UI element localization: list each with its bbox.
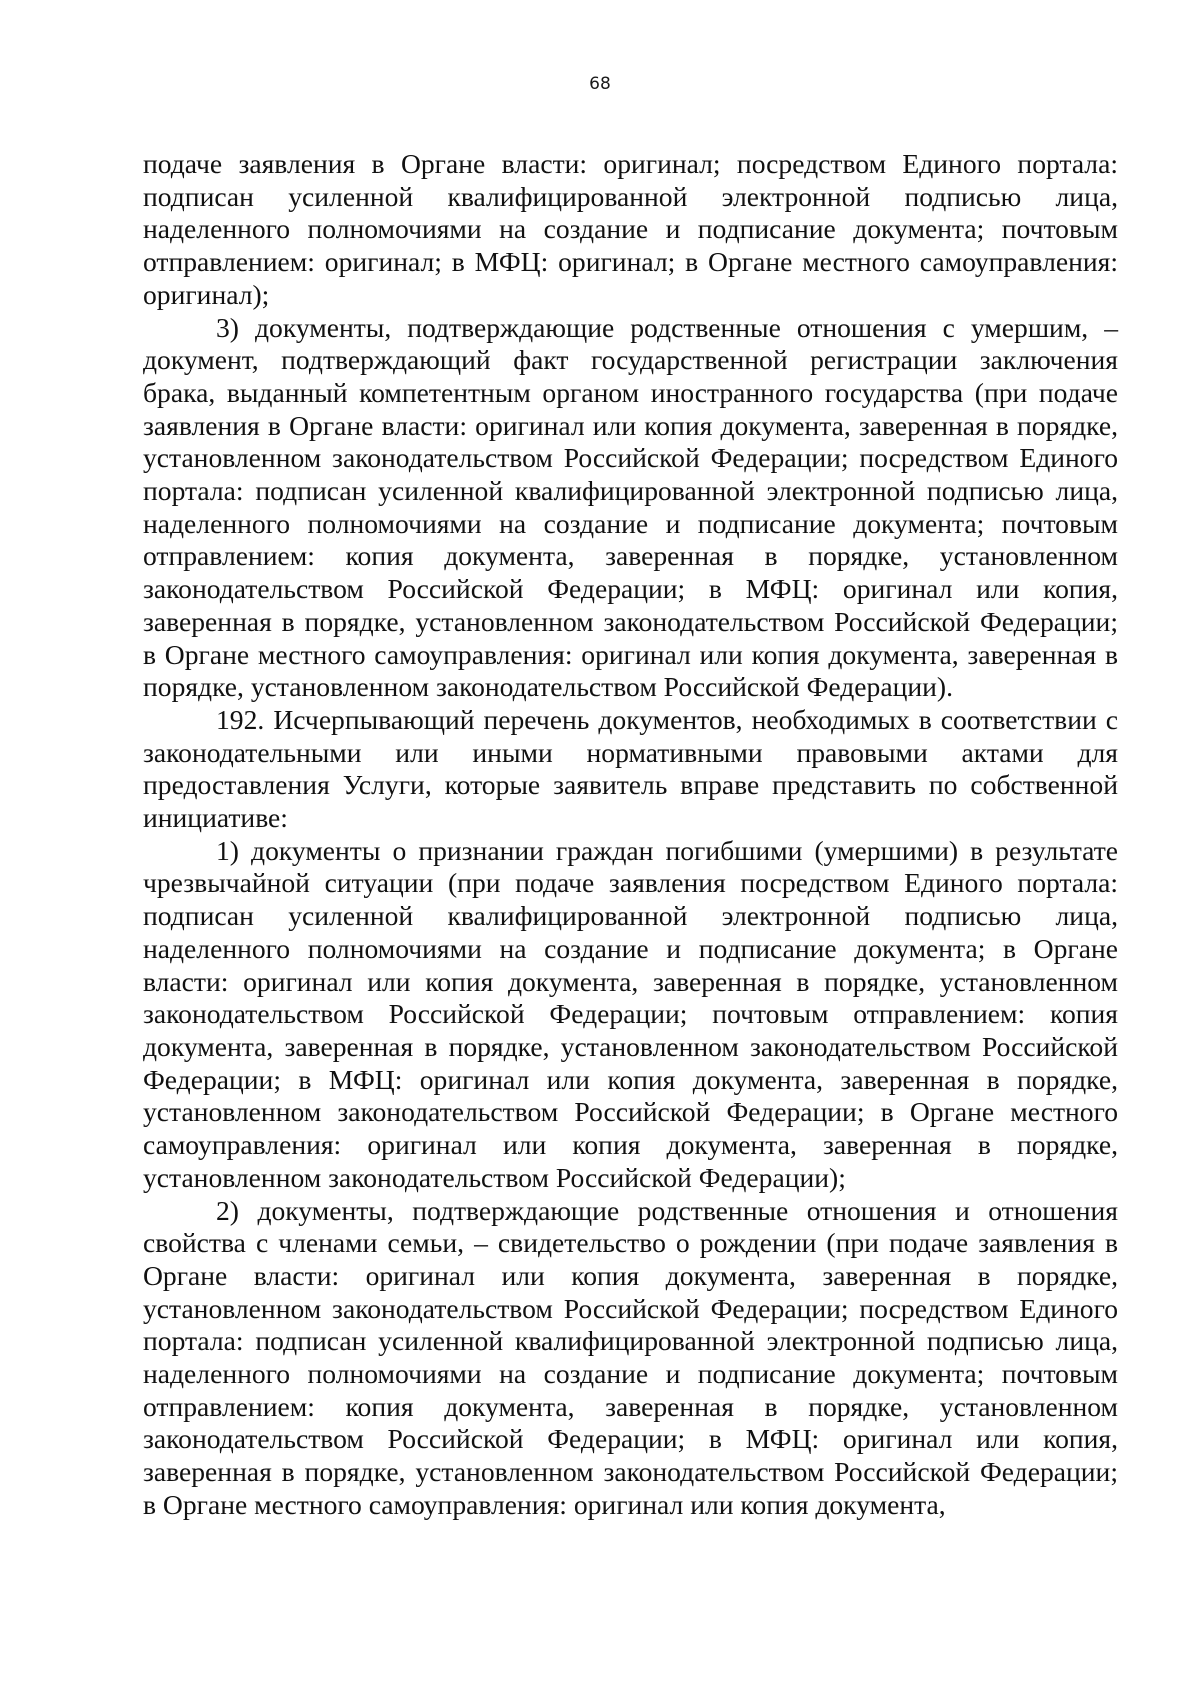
document-body <box>143 148 1118 1522</box>
page-number: 68 <box>589 74 611 94</box>
paragraph-section-192: 192. Исчерпывающий перечень документов, необходимых в соответствии с законодательными или иными нормативными правовыми актами для предоставления Услуги, которые заявитель вправе представить по собственной инициативе: <box>143 703 1118 834</box>
paragraph-continuation: подаче заявления в Органе власти: оригинал; посредством Единого портала: подписан усиленной квалифицированной электронной подписью лица, наделенного полномочиями на создание и подписание документа; почтовым отправлением: оригинал; в МФЦ: оригинал; в Органе местного самоуправления: оригинал); <box>143 148 1118 310</box>
paragraph-item-3: 3) документы, подтверждающие родственные отношения с умершим, – документ, подтверждающий факт государственной регистрации заключения брака, выданный компетентным органом иностранного государства (при подаче заявления в Органе власти: оригинал или копия документа, заверенная в порядке, установленном законодательством Российской Федерации; посредством Единого портала: подписан усиленной квалифицированной электронной подписью лица, наделенного полномочиями на создание и подписание документа; почтовым отправлением: копия документа, заверенная в порядке, установленном законодательством Российской Федерации; в МФЦ: оригинал или копия, заверенная в порядке, установленном законодательством Российской Федерации; в Органе местного самоуправления: оригинал или копия документа, заверенная в порядке, установленном законодательством Российской Федерации). <box>143 311 1118 703</box>
paragraph-item-1: 1) документы о признании граждан погибшими (умершими) в результате чрезвычайной ситуации (при подаче заявления посредством Единого портала: подписан усиленной квалифицированной электронной подписью лица, наделенного полномочиями на создание и подписание документа; в Органе власти: оригинал или копия документа, заверенная в порядке, установленном законодательством Российской Федерации; почтовым отправлением: копия документа, заверенная в порядке, установленном законодательством Российской Федерации; в МФЦ: оригинал или копия документа, заверенная в порядке, установленном законодательством Российской Федерации; в Органе местного самоуправления: оригинал или копия документа, заверенная в порядке, установленном законодательством Российской Федерации); <box>143 834 1118 1193</box>
paragraph-item-2: 2) документы, подтверждающие родственные отношения и отношения свойства с членами семьи, – свидетельство о рождении (при подаче заявления в Органе власти: оригинал или копия документа, заверенная в порядке, установленном законодательством Российской Федерации; посредством Единого портала: подписан усиленной квалифицированной электронной подписью лица, наделенного полномочиями на создание и подписание документа; почтовым отправлением: копия документа, заверенная в порядке, установленном законодательством Российской Федерации; в МФЦ: оригинал или копия, заверенная в порядке, установленном законодательством Российской Федерации; в Органе местного самоуправления: оригинал или копия документа, <box>143 1194 1118 1520</box>
